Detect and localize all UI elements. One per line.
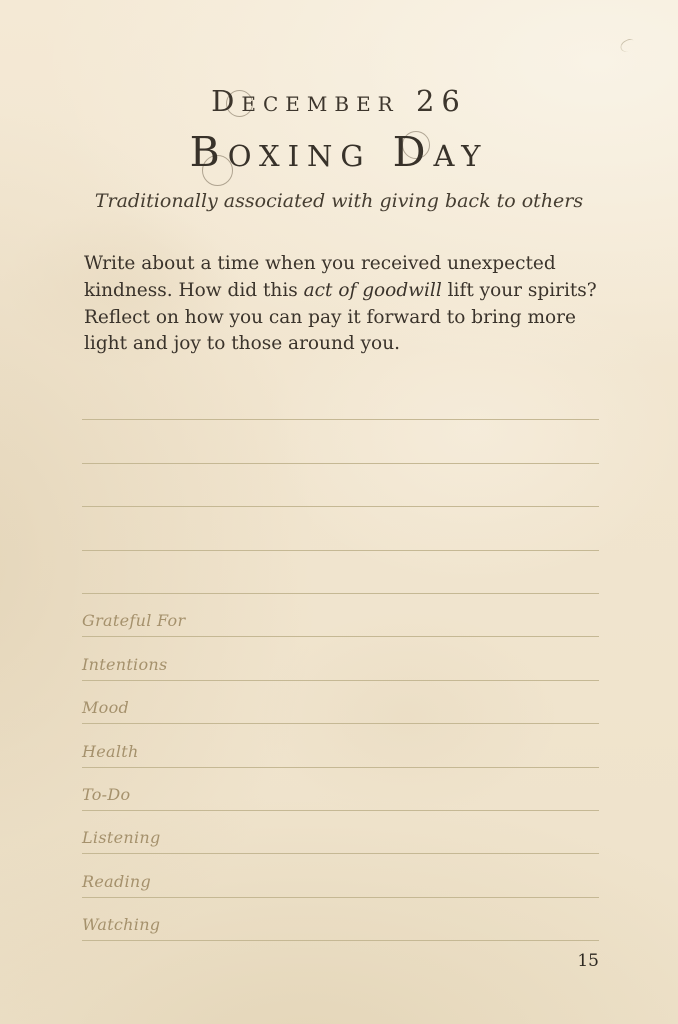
holiday-title: Boxing Day [189, 128, 489, 176]
tracker-label: Grateful For [82, 611, 186, 631]
date-title: December 26 [211, 84, 467, 118]
tracker-row-grateful-for [82, 594, 599, 637]
page-number: 15 [577, 951, 599, 971]
journal-prompt [84, 251, 618, 358]
tracker-label: Health [82, 741, 139, 761]
prompt-text-before: Write about a time when you received unexpected kindness. How did this [84, 253, 556, 301]
tracker-label: Mood [82, 698, 130, 718]
tracker-label: Watching [82, 915, 161, 935]
writing-line [82, 507, 599, 550]
paper-texture-mark [618, 37, 636, 53]
writing-line [82, 551, 599, 594]
prompt-text-after: lift your spirits? Reflect on how you can pay it forward to bring more light and joy to those around you. [84, 279, 597, 355]
writing-line [82, 377, 599, 420]
writing-line [82, 464, 599, 507]
holiday-subtitle: Traditionally associated with giving back to others [94, 190, 584, 212]
tracker-row-reading [82, 854, 599, 897]
prompt-italic-phrase: act of goodwill [303, 279, 442, 301]
tracker-label: To-Do [82, 784, 131, 804]
tracker-row-health [82, 724, 599, 767]
tracker-row-intentions [82, 637, 599, 680]
writing-line [82, 420, 599, 463]
tracker-label: Intentions [82, 654, 168, 674]
tracker-label: Reading [82, 871, 152, 891]
tracker-label: Listening [82, 828, 161, 848]
tracker-row-watching [82, 898, 599, 941]
tracker-row-to-do [82, 768, 599, 811]
tracker-row-listening [82, 811, 599, 854]
ruled-writing-area [82, 377, 599, 941]
tracker-row-mood [82, 681, 599, 724]
